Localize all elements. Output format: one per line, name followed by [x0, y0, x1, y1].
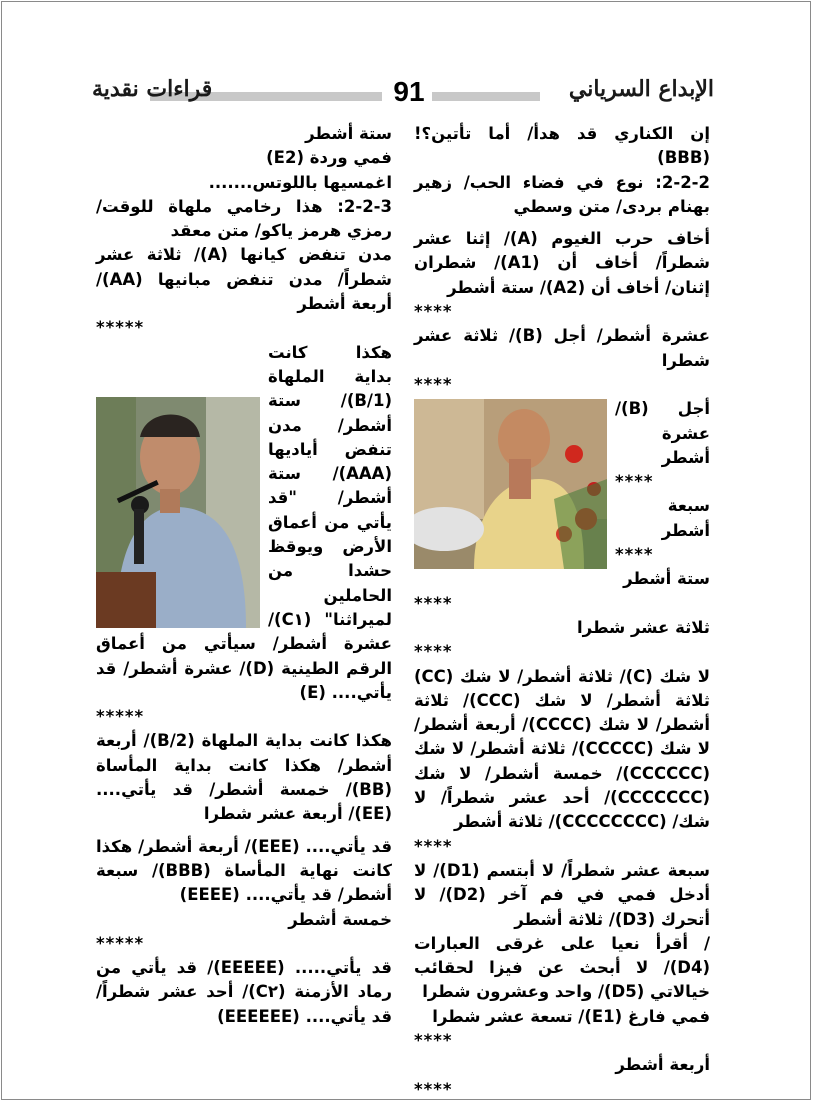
text-line: أربعة أشطر — [615, 1055, 710, 1075]
separator-stars: **** — [414, 374, 453, 394]
portrait-photo-man-thinking — [414, 399, 607, 569]
text-paragraph: سبعة عشر شطراً/ لا أبتسم (D1)/ لا أدخل فمي في فم آخر (D2)/ لا أتحرك (D3)/ ثلاثة أشطر — [414, 860, 711, 929]
text-line: فمي فارغ (E1)/ تسعة عشر شطرا — [432, 1006, 710, 1026]
text-paragraph: 2-2-2: نوع في فضاء الحب/ زهير بهنام بردى/ متن وسطي — [414, 172, 710, 216]
text-paragraph: قد يأتي..... (EEEEE)/ قد يأتي من رماد الأزمنة (C٢)/ أحد عشر شطراً/ قد يأتي.... (EEEEEE) — [96, 958, 392, 1026]
text-paragraph: هكذا كانت بداية الملهاة (B/2)/ أربعة أشطر/ هكذا كانت بداية المأساة (BB)/ خمسة أشطر/ قد يأتي.... (EE)/ أربعة عشر شطرا — [96, 731, 392, 824]
text-line: عشرة أشطر/ أجل (B)/ ثلاثة عشر شطرا — [414, 326, 710, 370]
separator-stars: ***** — [96, 707, 145, 727]
right-column — [414, 122, 710, 1102]
text-line: إن الكناري قد هدأ/ أما تأتين؟! (BBB) — [414, 124, 710, 168]
text-paragraph: أخاف حرب الغيوم (A)/ إثنا عشر شطراً/ أخاف أن (A1)/ شطران إثنان/ أخاف أن (A2)/ ستة أشطر — [414, 229, 710, 297]
text-line: ثلاثة عشر شطرا — [577, 617, 710, 637]
text-line: اغمسيها باللوتس....... — [208, 172, 392, 192]
text-paragraph: مدن تنفض كيانها (A)/ ثلاثة عشر شطراً/ مدن تنفض مبانيها (AA)/ أربعة أشطر — [96, 245, 392, 314]
section-title: قراءات نقدية — [92, 76, 213, 102]
magazine-title: الإبداع السرياني — [568, 76, 714, 102]
text-line: سبعة أشطر — [661, 496, 710, 540]
separator-stars: **** — [414, 302, 453, 322]
text-line: فمي وردة (E2) — [266, 148, 392, 168]
separator-stars: ***** — [96, 318, 145, 338]
separator-stars: **** — [615, 472, 654, 492]
text-paragraph: 2-2-3: هذا رخامي ملهاة للوقت/ رمزي هرمز ياكو/ متن معقد — [96, 196, 392, 241]
text-line: خمسة أشطر — [288, 909, 392, 929]
header-rule-right — [432, 92, 540, 101]
separator-stars: **** — [414, 593, 453, 613]
separator-stars: **** — [615, 545, 654, 565]
text-paragraph: هكذا كانت بداية الملهاة (B/1)/ ستة أشطر/ مدن تنفض أياديها (AAA)/ ستة أشطر/ "قد يأتي من أعماق الأرض ويوقظ حشدا من الحاملين لميراثنا" (C١)/ عشرة أشطر/ سيأتي من أعماق الرقم الطينية (D)/ عشرة أشطر/ قد يأتي.... (E) — [96, 342, 392, 702]
text-line: ستة أشطر — [623, 569, 710, 589]
text-paragraph: قد يأتي.... (EEE)/ أربعة أشطر/ هكذا كانت نهاية المأساة (BBB)/ سبعة أشطر/ قد يأتي.... (EEEE) — [96, 836, 392, 905]
left-column — [96, 122, 392, 1029]
page-number: 91 — [393, 76, 425, 107]
separator-stars: ***** — [96, 933, 145, 953]
separator-stars: **** — [414, 1079, 453, 1099]
separator-stars: **** — [414, 642, 453, 662]
text-paragraph: / أقرأ نعيا على غرقى العبارات (D4)/ لا أبحث عن فيزا لحقائب خيالاتي (D5)/ واحد وعشرون شطرا — [414, 933, 710, 1002]
text-line: ستة أشطر — [305, 124, 392, 143]
text-line: أجل (B)/عشرة أشطر — [615, 399, 710, 467]
separator-stars: **** — [414, 836, 453, 856]
text-paragraph: لا شك (C)/ ثلاثة أشطر/ لا شك (CC) ثلاثة أشطر/ لا شك (CCC)/ ثلاثة أشطر/ لا شك (CCCC)/ أربعة أشطر/ لا شك (CCCCC)/ ثلاثة أشطر/ لا شك (CCCCCC)/ خمسة أشطر/ لا شك (CCCCCCC)/ أحد عشر شطراً/ لا شك/ (CCCCCCCC)/ ثلاثة أشطر — [414, 666, 710, 832]
portrait-photo-man-speaking — [96, 397, 260, 628]
separator-stars: **** — [414, 1030, 453, 1050]
